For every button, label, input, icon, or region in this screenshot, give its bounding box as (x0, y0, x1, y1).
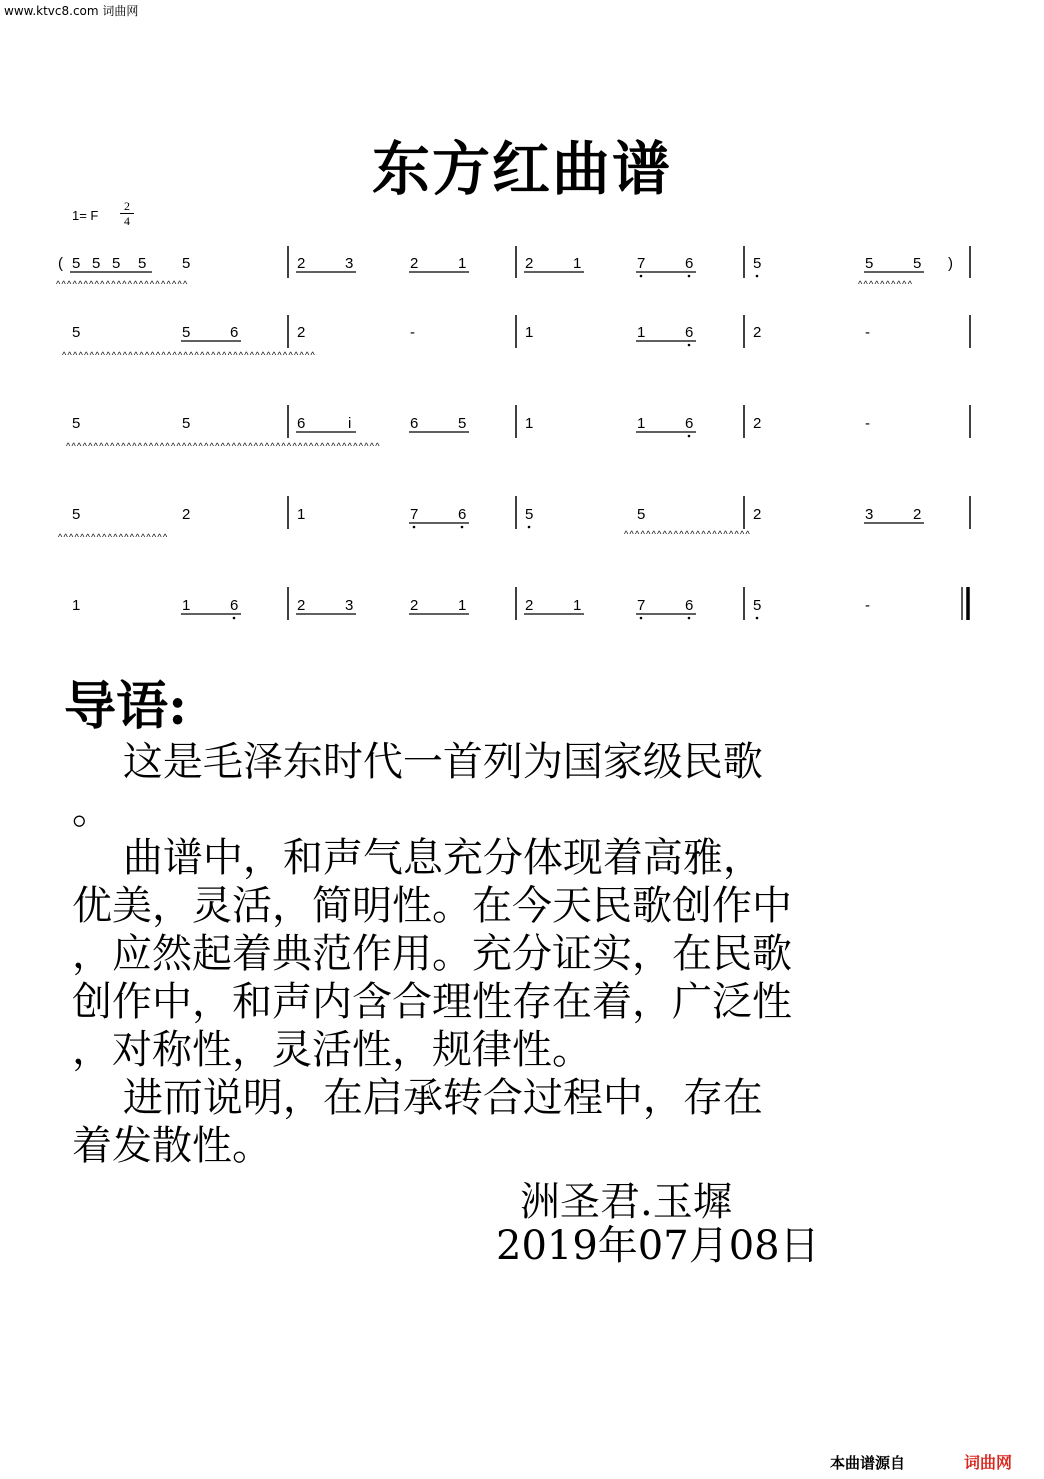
note: 1 (525, 324, 534, 341)
note: 5 (92, 255, 101, 272)
note: 5 (753, 597, 762, 614)
note: 2 (297, 255, 306, 272)
note: 5 (913, 255, 922, 272)
low-octave-dot (528, 526, 531, 529)
close-paren: ) (948, 255, 953, 272)
note: 1 (182, 597, 191, 614)
note: 2 (753, 415, 762, 432)
note: 6 (230, 324, 239, 341)
time-signature-numerator: 2 (120, 199, 134, 214)
note: 5 (138, 255, 147, 272)
note: 5 (182, 415, 191, 432)
note: 1 (72, 597, 81, 614)
note: 5 (753, 255, 762, 272)
note: 3 (345, 255, 354, 272)
score-system-3 (66, 405, 970, 451)
note: 5 (458, 415, 467, 432)
note: 2 (297, 597, 306, 614)
note: 6 (297, 415, 306, 432)
note: 1 (573, 255, 582, 272)
intro-paragraph-1: 这是毛泽东时代一首列为国家级民歌 。 (72, 739, 763, 833)
note: 7 (410, 506, 419, 523)
signature-date: 2019年07月08日 (496, 1223, 820, 1269)
note: 2 (297, 324, 306, 341)
note: 1 (573, 597, 582, 614)
time-signature-denominator: 4 (124, 214, 130, 228)
score-system-1 (56, 246, 970, 289)
note: 3 (345, 597, 354, 614)
music-score (0, 0, 1044, 640)
note: 7 (637, 597, 646, 614)
slur-mark: ^^^^^^^^^^ (858, 279, 914, 289)
note: 5 (72, 415, 81, 432)
page-title: 东方红曲谱 (371, 135, 672, 203)
note: 2 (753, 506, 762, 523)
note: 1 (637, 415, 646, 432)
note: - (410, 324, 415, 341)
note: i (348, 415, 352, 432)
intro-heading: 导语: (64, 676, 188, 737)
author-signature: 洲圣君.玉墀 (520, 1179, 733, 1225)
note: 6 (685, 255, 694, 272)
slur-mark: ^^^^^^^^^^^^^^^^^^^^^^^^^^^^^^^^^^^^^^^^^^^^^^^^^^^^^^^^^ (66, 441, 381, 451)
footer-source-label: 本曲谱源自 (830, 1454, 906, 1472)
note: - (865, 415, 870, 432)
slur-mark: ^^^^^^^^^^^^^^^^^^^^^^^ (624, 529, 752, 539)
note: - (865, 324, 870, 341)
low-octave-dot (688, 344, 691, 347)
score-system-5 (72, 587, 968, 620)
note: 6 (685, 324, 694, 341)
note: 1 (297, 506, 306, 523)
slur-mark: ^^^^^^^^^^^^^^^^^^^^ (58, 532, 169, 542)
note: 5 (182, 255, 191, 272)
low-octave-dot (688, 617, 691, 620)
note: 1 (637, 324, 646, 341)
note: 2 (182, 506, 191, 523)
note: 6 (685, 597, 694, 614)
intro-paragraph-3: 进而说明，在启承转合过程中，存在 着发散性。 (72, 1075, 763, 1169)
note: 1 (525, 415, 534, 432)
note: 5 (72, 324, 81, 341)
slur-mark: ^^^^^^^^^^^^^^^^^^^^^^^^^^^^^^^^^^^^^^^^^^^^^^ (62, 350, 317, 360)
site-watermark: www.ktvc8.com 词曲网 (4, 4, 139, 18)
note: 5 (72, 255, 81, 272)
score-system-2 (62, 315, 970, 360)
note: 7 (637, 255, 646, 272)
note: 5 (525, 506, 534, 523)
note: 1 (458, 255, 467, 272)
open-paren: ( (58, 255, 63, 272)
low-octave-dot (640, 617, 643, 620)
note: 6 (458, 506, 467, 523)
low-octave-dot (461, 526, 464, 529)
low-octave-dot (756, 275, 759, 278)
note: 2 (410, 255, 419, 272)
note: 5 (865, 255, 874, 272)
note: 2 (525, 597, 534, 614)
note: 2 (753, 324, 762, 341)
note: 5 (112, 255, 121, 272)
low-octave-dot (688, 435, 691, 438)
note: 5 (182, 324, 191, 341)
low-octave-dot (233, 617, 236, 620)
note: 6 (410, 415, 419, 432)
note: 2 (913, 506, 922, 523)
note: 6 (685, 415, 694, 432)
note: 1 (458, 597, 467, 614)
footer-logo[interactable]: 词曲网 (964, 1453, 1013, 1472)
note: 5 (637, 506, 646, 523)
score-system-4 (58, 496, 970, 542)
slur-mark: ^^^^^^^^^^^^^^^^^^^^^^^^ (56, 279, 189, 289)
note: - (865, 597, 870, 614)
intro-paragraph-2: 曲谱中，和声气息充分体现着高雅， 优美，灵活，简明性。在今天民歌创作中 ，应然起着典范作用。充分证实，在民歌 创作中，和声内含合理性存在着，广泛性 ，对称性，灵活性，规律性。 (72, 835, 792, 1073)
low-octave-dot (640, 275, 643, 278)
note: 6 (230, 597, 239, 614)
note: 3 (865, 506, 874, 523)
note: 2 (525, 255, 534, 272)
low-octave-dot (413, 526, 416, 529)
low-octave-dot (756, 617, 759, 620)
key-signature: 1= F (72, 208, 99, 223)
note: 5 (72, 506, 81, 523)
low-octave-dot (688, 275, 691, 278)
note: 2 (410, 597, 419, 614)
